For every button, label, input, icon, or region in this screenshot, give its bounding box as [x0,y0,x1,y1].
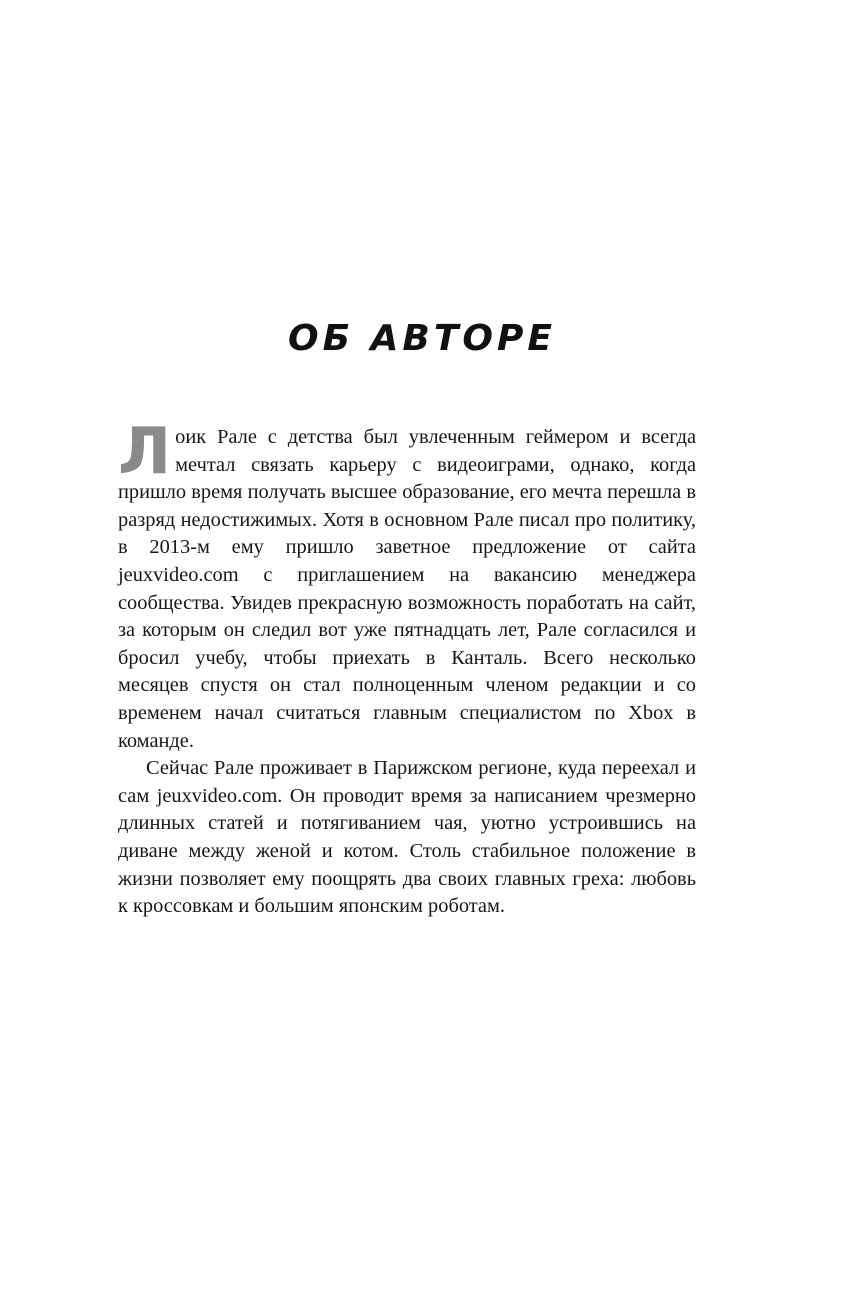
drop-cap: Л [118,415,172,489]
bio-paragraph-2: Сейчас Рале проживает в Парижском регионе, куда переехал и сам jeuxvideo.com. Он проводит время за написанием чрезмерно длинных статей и потягиванием чая, уютно устроившись на диване между женой и котом. Столь стабильное положение в жизни позволяет ему поощрять два своих главных греха: любовь к кроссовкам и большим японским роботам. [118,757,696,918]
author-bio [118,415,696,921]
bio-paragraph-1 [118,415,696,755]
bio-paragraph-1-text: оик Рале с детства был увлеченным геймером и всегда мечтал связать карьеру с видеоиграми, однако, когда пришло время получать высшее образование, его мечта перешла в разряд недостижимых. Хотя в основном Рале писал про политику, в 2013-м ему пришло заветное предложение от сайта jeuxvideo.com с приглашением на вакансию менеджера сообщества. Увидев прекрасную возможность поработать на сайт, за которым он следил вот уже пятнадцать лет, Рале согласился и бросил учебу, чтобы приехать в Канталь. Всего несколько месяцев спустя он стал полноценным членом редакции и со временем начал считаться главным специалистом по Xbox в команде. [118,426,696,752]
page-title: ОБ АВТОРЕ [287,318,556,359]
